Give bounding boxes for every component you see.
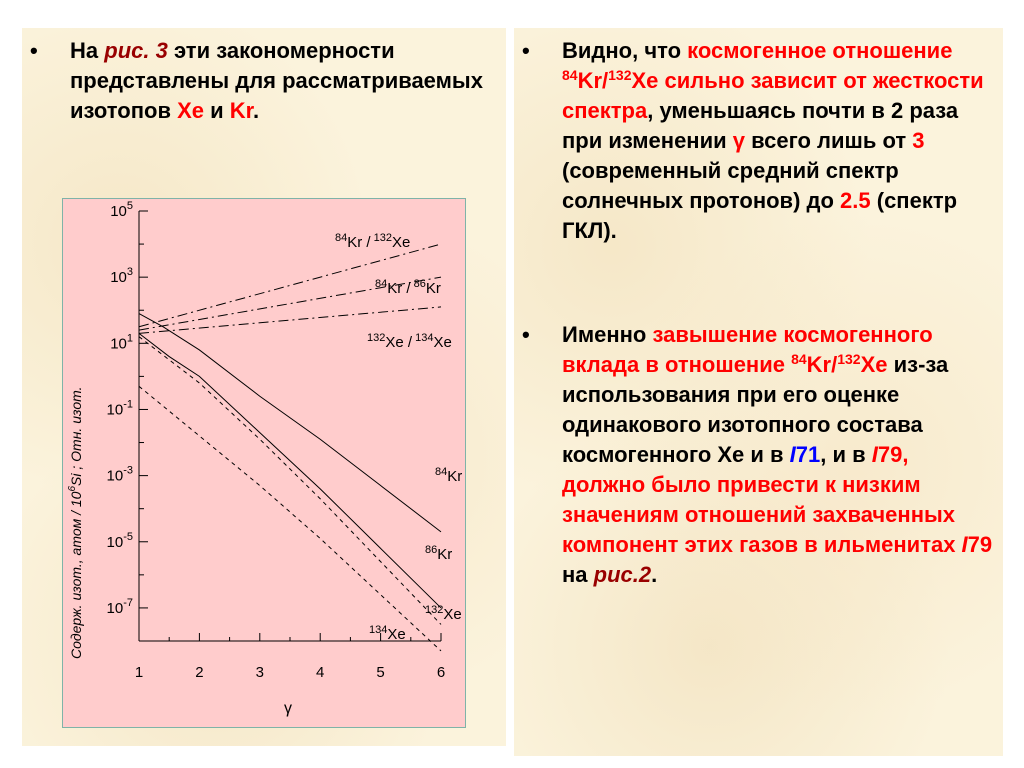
- y-tick-label: $10^5$: [110, 200, 133, 220]
- text-span: Видно, что: [562, 38, 688, 63]
- right-bullet-1-row: [522, 36, 997, 246]
- right-bullet-2-text: [562, 320, 997, 590]
- y-tick-label: $10^1$: [110, 332, 133, 353]
- xe-highlight: Xe: [177, 98, 205, 123]
- text-span: (спектр ГКЛ).: [562, 188, 958, 243]
- sample-ref-71: 71: [795, 442, 821, 467]
- isotope-sup: 132: [837, 351, 861, 367]
- y-tick-label: $10^{-3}$: [106, 464, 133, 485]
- text-span: .: [651, 562, 658, 587]
- sample-ref-79: 79: [967, 532, 993, 557]
- text-span: на: [562, 562, 594, 587]
- text-span: (современный средний спектр солнечных протонов) до: [562, 158, 899, 213]
- chart-series-labels: [335, 232, 462, 643]
- y-tick-label: $10^{-1}$: [106, 398, 133, 419]
- sample-ref-i: I: [871, 442, 878, 467]
- x-tick-label: 5: [376, 664, 385, 681]
- text-span: и: [204, 98, 230, 123]
- isotope-sup: 84: [791, 351, 807, 367]
- fig-ref-rис3: рис. 3: [104, 38, 168, 63]
- text-span: завышение космогенного вклада в отношение: [562, 322, 933, 377]
- value-2-5: 2.5: [840, 188, 871, 213]
- series-label-84Kr-86Kr: $^{84}$Kr / $^{86}$Kr: [375, 278, 441, 297]
- figure-3-chart: [62, 198, 466, 728]
- chart-svg: [63, 199, 465, 727]
- y-tick-label: $10^{-5}$: [106, 530, 133, 551]
- y-tick-label: $10^3$: [110, 266, 133, 287]
- text-span: из-за использования при его оценке одинакового изотопного состава космогенного Xe и в: [562, 352, 949, 467]
- text-span: Именно: [562, 322, 653, 347]
- text-span: Xe сильно зависит от жесткости спектра: [562, 68, 984, 123]
- gamma-symbol: γ: [732, 128, 746, 153]
- text-span: всего лишь от: [745, 128, 913, 153]
- series-line-132Xe: [139, 337, 441, 625]
- x-tick-label: 1: [134, 664, 144, 681]
- x-tick-label: 2: [195, 664, 204, 681]
- bullet-marker: •: [522, 322, 530, 347]
- chart-axes: [107, 200, 446, 681]
- sample-ref-i: I: [961, 532, 968, 557]
- x-tick-label: 6: [436, 664, 446, 681]
- right-bullet-1-text: [562, 36, 997, 246]
- series-label-134Xe: $^{134}$Xe: [369, 624, 406, 643]
- fig-ref-ris2: рис.2: [593, 562, 652, 587]
- text-span: .: [253, 98, 260, 123]
- x-tick-label: 4: [316, 664, 325, 681]
- series-label-132Xe-134Xe: $^{132}$Xe / $^{134}$Xe: [367, 332, 452, 351]
- y-tick-label: $10^{-7}$: [106, 596, 133, 617]
- bullet-marker: •: [522, 38, 530, 63]
- left-bullet-row: [30, 36, 500, 126]
- series-line-134Xe: [139, 386, 441, 651]
- text-span: Xe: [860, 352, 888, 377]
- sample-ref-79: 79: [877, 442, 903, 467]
- sample-ref-i: I: [789, 442, 796, 467]
- right-bullet-2-row: [522, 320, 997, 590]
- series-label-84Kr: $^{84}$Kr: [435, 466, 463, 485]
- x-axis-label: γ: [284, 700, 292, 717]
- bullet-marker: •: [30, 38, 38, 63]
- isotope-sup: 132: [608, 67, 632, 83]
- y-axis-label: Содерж. изот., атом / $10^6Si$ ; Отн. изот.: [67, 386, 84, 659]
- series-line-132Xe-134Xe: [139, 307, 441, 333]
- text-span: Kr/: [577, 68, 609, 93]
- value-3: 3: [912, 128, 925, 153]
- series-label-84Kr-132Xe: $^{84}$Kr / $^{132}$Xe: [335, 232, 411, 251]
- series-label-86Kr: $^{86}$Kr: [425, 544, 453, 563]
- text-span: , уменьшаясь почти в 2 раза при изменении: [562, 98, 959, 153]
- series-line-86Kr: [139, 333, 441, 608]
- text-span: эти закономерности представлены для рассматриваемых изотопов: [70, 38, 483, 123]
- left-bullet-text: [70, 36, 500, 126]
- text-span: , и в: [820, 442, 872, 467]
- x-tick-label: 3: [255, 664, 264, 681]
- series-label-132Xe: $^{132}$Xe: [425, 604, 462, 623]
- isotope-sup: 84: [562, 67, 578, 83]
- text-span: На: [70, 38, 105, 63]
- text-span: космогенное отношение: [687, 38, 953, 63]
- conclusion-highlight: , должно было привести к низким значениям отношений захваченных компонент этих газов в ильменитах: [562, 442, 962, 557]
- kr-highlight: Kr: [229, 98, 254, 123]
- text-span: Kr/: [806, 352, 838, 377]
- chart-series: [139, 244, 441, 651]
